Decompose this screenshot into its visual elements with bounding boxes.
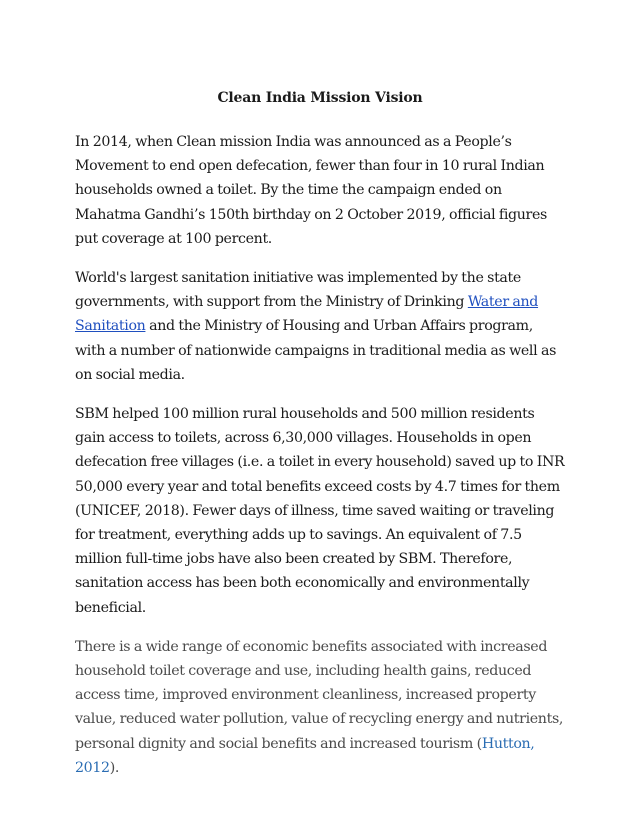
paragraph-open-defecation: In 2014, when Clean mission India was announced as a People’s Movement to end open defecation, fewer than four in 10 rural Indian households owned a toilet. By the time the campaign ended on Mahatma Gandhi’s 150th birthday on 2 October 2019, official figures put coverage at 100 percent. bbox=[75, 134, 547, 247]
paragraph-sbm-benefits: SBM helped 100 million rural households and 500 million residents gain access to toilets, across 6,30,000 villages. Households in open defecation free villages (i.e. a toilet in every household) saved up to INR 50,000 every year and total benefits exceed costs by 4.7 times for them (UNICEF, 2018). Fewer days of illness, time saved waiting or traveling for treatment, everything adds up to savings. An equivalent of 7.5 million full-time jobs have also been created by SBM. Therefore, sanitation access has been both economically and environmentally beneficial. bbox=[75, 406, 565, 616]
paragraph-text-before: There is a wide range of economic benefits associated with increased household toilet coverage and use, including health gains, reduced access time, improved environment cleanliness, increased property value, reduced water pollution, value of recycling energy and nutrients, personal dignity and social benefits and increased tourism ( bbox=[75, 638, 564, 752]
water-and-sanitation-link[interactable]: Water and Sanitation bbox=[75, 294, 539, 335]
paragraph-sanitation-initiative bbox=[75, 266, 565, 387]
paragraph-text-before: World's largest sanitation initiative was implemented by the state governments, with support from the Ministry of Drinking bbox=[75, 270, 521, 311]
document-page bbox=[75, 86, 565, 795]
paragraph-text-after: ). bbox=[109, 759, 120, 776]
paragraph-text-after: and the Ministry of Housing and Urban Affairs program, with a number of nationwide campaigns in traditional media as well as on social media. bbox=[75, 318, 556, 383]
paragraph-economic-benefits bbox=[75, 635, 565, 780]
hutton-2012-citation-link[interactable]: Hutton, 2012 bbox=[75, 735, 535, 776]
document-title: Clean India Mission Vision bbox=[217, 90, 423, 106]
